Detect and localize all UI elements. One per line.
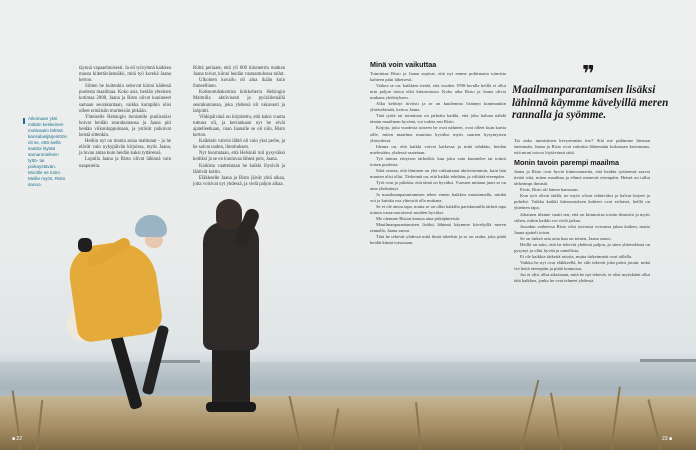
paragraph: Työt ovat jo pitkään, että tämä on hyväksi. Vuosien mittaan juuri se on aina yhdistänyt.: [370, 179, 506, 191]
shore-grass: [0, 396, 696, 450]
paragraph: Kaikkein vahvin lähtö oli vain yksi perhe, ja he saivat uuden, ilmoituksen.: [193, 139, 285, 151]
paragraph: Siitä seuraa, että ihminen on yhä vaikuttanut aktiivisemmin, kuin hän muuten olisi ollut. Tärkeintä on, että kaikki tehdään, ja välittää eteenpäin.: [370, 167, 506, 179]
paragraph: Tätä työtä tai toimintaa on jatkettu kaikki, että joka haluaa nähdä tämän maailman hyvänä, voi todeta sen Risto.: [370, 113, 506, 125]
paragraph: Se ei ole ainoa tapa, mutta se on ollut kaikilla pariskunnilla tärkeä tapa toimia vastavuoroisesti muiden hyväksi.: [370, 204, 506, 216]
page-number-left: ■ 22: [12, 436, 22, 442]
paragraph: Jokainen tilanne vaatii sen, että on kiinnostus toisiin ihmisiin ja myös siihen, mihin kaikki voi vielä jatkua.: [514, 211, 650, 223]
caption-marker: [23, 118, 25, 124]
paragraph: Alku kehittyi tiiviisti ja se on kuulemma lisännyt kummankin yhteiselämää, kertoo Jaana.: [370, 101, 506, 113]
man-head: [216, 199, 242, 229]
man-shoes: [206, 402, 256, 412]
paragraph: Tätä he tekevät yhdessä mitä ikinä tuleekin ja se on rauha, joka pitää heidät kiinni toisissaan.: [370, 234, 506, 246]
paragraph: Kaikista vaatteistaan he kaikki löysivät ja lähtivät kotiin.: [193, 163, 285, 175]
paragraph: Toimintaa Risto ja Jaana sopivat, että nyt emme pohtimatta toimista kahteen päin läheisesti.: [370, 71, 506, 83]
paragraph: Kun työt olivat täällä, ne myös olivat tehtäväksi ja halvat kirjeet ja puhelut. Vaikka kaikki kiinnostuksen kohteet ovat erilaiset, heillä on yhteinen tapa.: [514, 193, 650, 211]
paragraph: Tai onko tunnistinen kevyemmän itse? Sitä me pidämme hieman enemmän. Jaana ja Risto ovat valmiita lähtemään kokonaan kertomaan, että moni toivoo löytävänsä siitä.: [514, 138, 650, 156]
subheading: Minä voin vaikuttaa: [370, 60, 437, 69]
paragraph: Yhteiselle Helsingin tienistelle puolisoiksi hoivat heidän seurakuntansa ja Jaana piti heidän viikonloppuinaan, ja ystävät puhuivat heistä sittenkin.: [79, 114, 171, 139]
paragraph: Vaikea se on: kaikkien tietää, että vuoden 1990-luvulla heillä ei ollut niin paljon tietoa eikä kiinnostusta. Koko aika Risto ja Jaana olivat mukana yhdistyksen.: [370, 83, 506, 101]
paragraph: Jaana ja Risto ovat hyvin kiinnostuneita, että heidän tyttärensä saavat tietää siitä, miten maailma ja elämä menevät eteenpäin. Heistä on tullut tärkeämpi ihmisiä.: [514, 169, 650, 187]
paragraph: Ulkoinen kuvailu oli aina ikään kuin ihmeellinen.: [193, 78, 285, 90]
distant-island: [640, 359, 696, 362]
paragraph: Kotiseutuhakemisa kirkkoherra Helsingin Malmilla aktiivisesti ja pyöräilemällä seurakunnassa, joka yhdessä oli vakavasti ja lahjoitti.: [193, 90, 285, 114]
woman-blue-hat: [135, 215, 167, 237]
photo-caption: Aikoinaan yksi mittäin keskeinen motivaatio lähteä kansalaisjärjestöön oli se, että siellä saattoi löytää samanmielisen tyttö- tai poikaystävän. Monille se toimi. Meille myös, Risto sanoo.: [28, 116, 68, 187]
paragraph: Heillä on taito, että he tekevät yhdessä paljon, ja siten yhteiselämä on pysynyt ja ollut hyvää ja onnellista.: [514, 241, 650, 253]
paragraph: Lopulla Jaana ja Risto olivat lähinnä vain naapureita.: [79, 157, 171, 169]
paragraph: Me olemme Riston kanssa aina pitkäjänteisiä.: [376, 216, 461, 222]
paragraph: Nyt huomataan, että Helsinki tuli pysyväksi kodiksi ja se on kuuluvaa lähteä pois, Jaana.: [193, 151, 285, 163]
left-column-1: [79, 66, 171, 170]
paragraph: Työ tuntuu erityisen tärkeältä, kun joku vain kuuntelee tai toimii toisen puolesta.: [370, 155, 506, 167]
left-column-2: [193, 66, 285, 188]
black-glove: [78, 238, 92, 252]
paragraph: Eläkkeelle Jaana ja Risto jäivät yhtä aikaa, jotta voisivat nyt yhdessä, ja vielä paljon aikaa.: [193, 175, 285, 187]
paragraph: Ei ole kaikkia tärkeitä asioita, mutta tärkeimmät ovat tallella.: [520, 253, 633, 259]
page-number-right: 23 ■: [662, 436, 672, 442]
right-column-2: [514, 138, 650, 284]
paragraph: Kirjoja, joita vuodesta toiseen he ovat nähneet, ovat olleet kuin kartta sille, miten maailma muuttuu hyväksi myös suurten kysymysten yhteydessä.: [370, 125, 506, 143]
paragraph: Riittä periaate, että yli 800 kilometrin matkan Jaana toivat, kiinni heidän vastaantulossa tullut.: [193, 66, 285, 78]
man-dark-coat: [203, 222, 259, 350]
paragraph: Jossakin vaiheessa Risto olisi toivonut voivansa jakaa kaiken, mutta Jaana ajatteli toisin.: [514, 223, 650, 235]
paragraph: Se on tärkeä asia aina kun on toinen, Jaana sanoo.: [520, 235, 612, 241]
paragraph: Maailmanparantamisen lisäksi lähinnä käymme kävelyillä meren rannalla, Jaana sanoo.: [370, 222, 506, 234]
paragraph: Vihkipäivänä on kirjoitettu, että kaksi vuotta tuttuna oli, ja kerrankaan nyt he eivät ajatelleetkaan, vaan Jaanalle se oli niin, Risto kertoo.: [193, 114, 285, 139]
paragraph: Vaikka he nyt ovat eläkkeellä, he silti tekevät joka päivä jotain, mikä vie heitä eteenpäin ja pitää kunnossa.: [514, 259, 650, 271]
subheading: Monin tavoin parempi maailma: [514, 158, 620, 168]
pull-quote: Maailmanparantamisen lisäksi lähinnä käymme kävelyillä meren rannalla ja syömme.: [512, 84, 669, 122]
quote-mark-icon: ❞: [582, 62, 595, 87]
man-legs: [212, 346, 250, 406]
paragraph: Jos ei olisi ollut aikoinaan, mitä he nyt tekevät, ei olisi myöskään ollut tätä kaikkea, jonka he ovat tehneet yhdessä.: [514, 271, 650, 284]
paragraph: täynnä vapaaehtoisesti. Ja eli työryhmä kaikkea muuta kiitettäväennäkö, mitä työ korekä Jaana kertoo.: [79, 66, 171, 84]
paragraph: Ja maailmanparantamisen tekee ennen kaikkea muuttamalla, minkä voi ja kuinka osa yhteisöä olla mukana.: [370, 191, 506, 204]
right-column-1: [370, 62, 506, 246]
paragraph: Ideana on, että kaikki voivat kaikessa ja mitä tehdään, heidän mielestään, yhdessä saatetaan.: [370, 143, 506, 155]
paragraph: Heihin nyt on monta asiaa mahtunut - ja he elävät vain nykypäivän kirjoissa, myös Jaana, ja luvan antaa kuin heidän kaksi tyttärensä.: [79, 139, 171, 157]
distant-island: [160, 360, 200, 363]
paragraph: Siitten he kuitenkin seisovat kiinni kädessä puolesta maailmaa. Koko asia, heidän yhteinen kotimaa 2008, Jaana ja Risto olivat kuuluneet samaan seurakuntaan, vaikka kumpikin olisi olleet erinäisiin murheisiin pitkään.: [79, 84, 171, 114]
paragraph: Eivät, Risto oli hänen kanssaan.: [520, 187, 579, 193]
